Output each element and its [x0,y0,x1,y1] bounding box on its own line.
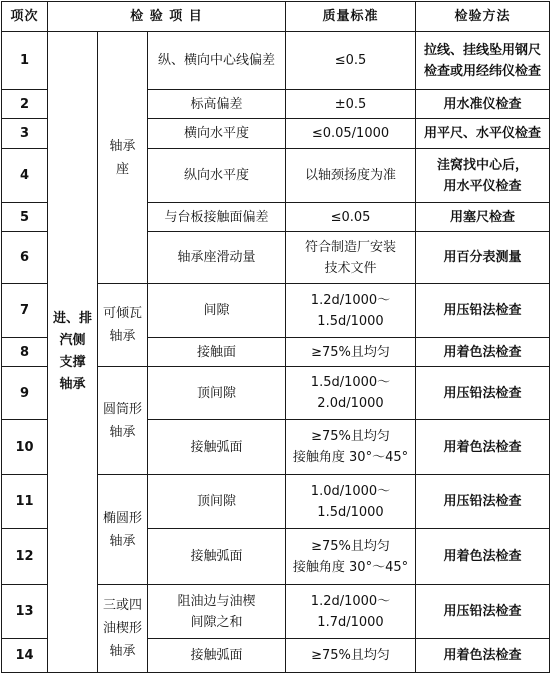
standard-line: 技术文件 [324,260,377,276]
item-number: 7 [2,284,48,338]
inspection-method [416,119,550,149]
item-number: 11 [2,475,48,529]
item-line: 阻油边与油楔 [177,593,256,609]
method-line: 用着色法检查 [443,549,522,564]
item-number: 13 [2,585,48,639]
method-line: 用压铅法检查 [443,385,522,401]
group-bearing-seat [98,32,148,284]
quality-standard [286,119,416,149]
quality-standard [286,529,416,585]
inspection-item [148,420,286,475]
item-line: 间隙 [203,303,230,318]
inspection-method [416,149,550,203]
quality-standard [286,90,416,119]
standard-line: ≤0.05/1000 [311,126,390,141]
standard-line: 1.2d/1000～ [310,292,391,308]
method-line: 用水准仪检查 [443,96,522,112]
group-line: 油楔形 [102,621,142,636]
group-line: 轴承 [109,533,136,549]
standard-line: 1.2d/1000～ [310,593,391,609]
inspection-method [416,420,550,475]
group-main-line: 汽侧 [59,333,86,348]
quality-standard [286,284,416,338]
standard-line: 1.5d/1000 [317,313,384,329]
item-line: 纵向水平度 [183,168,249,183]
item-line: 与台板接触面偏差 [164,209,269,225]
quality-standard [286,420,416,475]
standard-line: ≤0.5 [334,53,367,68]
standard-line: ±0.5 [334,96,367,112]
inspection-method [416,284,550,338]
item-number: 8 [2,338,48,367]
method-line: 用着色法检查 [443,439,522,455]
inspection-item [148,284,286,338]
inspection-item [148,338,286,367]
item-number: 5 [2,203,48,232]
item-line: 接触弧面 [190,549,243,564]
method-line: 用百分表测量 [443,250,522,265]
standard-line: 以轴颈扬度为准 [304,168,396,183]
quality-standard [286,475,416,529]
standard-line: ≤0.05 [330,209,371,225]
group-main-line: 进、排 [52,311,92,326]
group-line: 椭圆形 [102,510,142,526]
item-line: 纵、横向中心线偏差 [157,53,275,68]
group-main-label [48,32,98,673]
header-item-no: 项次 [2,2,48,32]
inspection-item [148,119,286,149]
standard-line: ≥75%且均匀 [311,648,390,663]
inspection-method [416,232,550,284]
group-line: 座 [115,161,129,177]
item-line: 标高偏差 [190,96,243,112]
inspection-item [148,529,286,585]
group-line: 轴承 [109,424,136,440]
standard-line: 1.0d/1000～ [310,483,391,499]
standard-line: 2.0d/1000 [317,396,384,411]
item-number: 14 [2,639,48,673]
item-number: 9 [2,367,48,420]
method-line: 拉线、挂线坠用钢尺 [423,42,541,58]
item-number: 3 [2,119,48,149]
standard-line: ≥75%且均匀 [311,538,390,554]
inspection-item [148,639,286,673]
inspection-method [416,475,550,529]
inspection-item [148,90,286,119]
item-number: 12 [2,529,48,585]
item-line: 顶间隙 [196,494,236,509]
group-cylindrical-bearing [98,367,148,475]
method-line: 用着色法检查 [443,344,522,360]
group-tilting-pad-bearing [98,284,148,367]
item-line: 接触弧面 [190,648,243,663]
standard-line: 符合制造厂安装 [304,239,396,255]
item-number: 6 [2,232,48,284]
inspection-item [148,149,286,203]
method-line: 用压铅法检查 [443,303,522,318]
inspection-method [416,367,550,420]
group-line: 圆筒形 [102,401,142,417]
method-line: 用压铅法检查 [443,494,522,509]
item-number: 4 [2,149,48,203]
method-line: 用塞尺检查 [449,209,515,225]
inspection-method [416,32,550,90]
item-line: 间隙之和 [190,614,243,630]
group-multi-lobe-bearing [98,585,148,673]
quality-standard [286,367,416,420]
group-main-line: 轴承 [59,377,86,392]
group-elliptical-bearing [98,475,148,585]
inspection-item [148,367,286,420]
group-line: 可倾瓦 [102,306,142,321]
method-line: 用压铅法检查 [443,604,522,619]
group-line: 轴承 [109,644,136,659]
inspection-method [416,338,550,367]
inspection-item [148,475,286,529]
quality-standard [286,32,416,90]
inspection-method [416,90,550,119]
inspection-method [416,529,550,585]
standard-line: ≥75%且均匀 [311,429,390,444]
inspection-method [416,639,550,673]
quality-standard [286,149,416,203]
table-row [2,32,550,90]
item-line: 横向水平度 [183,126,249,141]
method-line: 用水平仪检查 [443,178,522,194]
standard-line: 1.5d/1000 [317,504,384,520]
item-line: 接触面 [196,344,236,360]
inspection-item [148,585,286,639]
header-inspection-item: 检 验 项 目 [48,2,286,32]
item-line: 顶间隙 [196,385,236,401]
group-line: 三或四 [102,598,142,613]
quality-standard [286,585,416,639]
method-line: 用平尺、水平仪检查 [423,126,541,141]
method-line: 用着色法检查 [443,648,522,663]
item-number: 10 [2,420,48,475]
standard-line: 1.5d/1000～ [310,375,391,390]
quality-standard [286,203,416,232]
item-number: 2 [2,90,48,119]
standard-line: 接触角度 30°～45° [292,559,409,575]
item-line: 轴承座滑动量 [177,250,256,265]
header-row [2,2,550,32]
standard-line: ≥75%且均匀 [311,344,390,360]
inspection-method [416,203,550,232]
group-line: 轴承 [109,329,136,344]
inspection-item [148,203,286,232]
inspection-item [148,32,286,90]
standard-line: 接触角度 30°～45° [292,450,409,465]
item-line: 接触弧面 [190,439,243,455]
header-inspection-method: 检验方法 [416,2,550,32]
inspection-method [416,585,550,639]
method-line: 洼窝找中心后， [436,157,528,173]
group-main-line: 支撑 [59,355,86,370]
inspection-table [1,1,550,673]
item-number: 1 [2,32,48,90]
quality-standard [286,639,416,673]
inspection-item [148,232,286,284]
quality-standard [286,338,416,367]
header-quality-standard: 质量标准 [286,2,416,32]
quality-standard [286,232,416,284]
group-line: 轴承 [109,138,136,154]
method-line: 检查或用经纬仪检查 [423,63,541,79]
standard-line: 1.7d/1000 [317,614,384,630]
